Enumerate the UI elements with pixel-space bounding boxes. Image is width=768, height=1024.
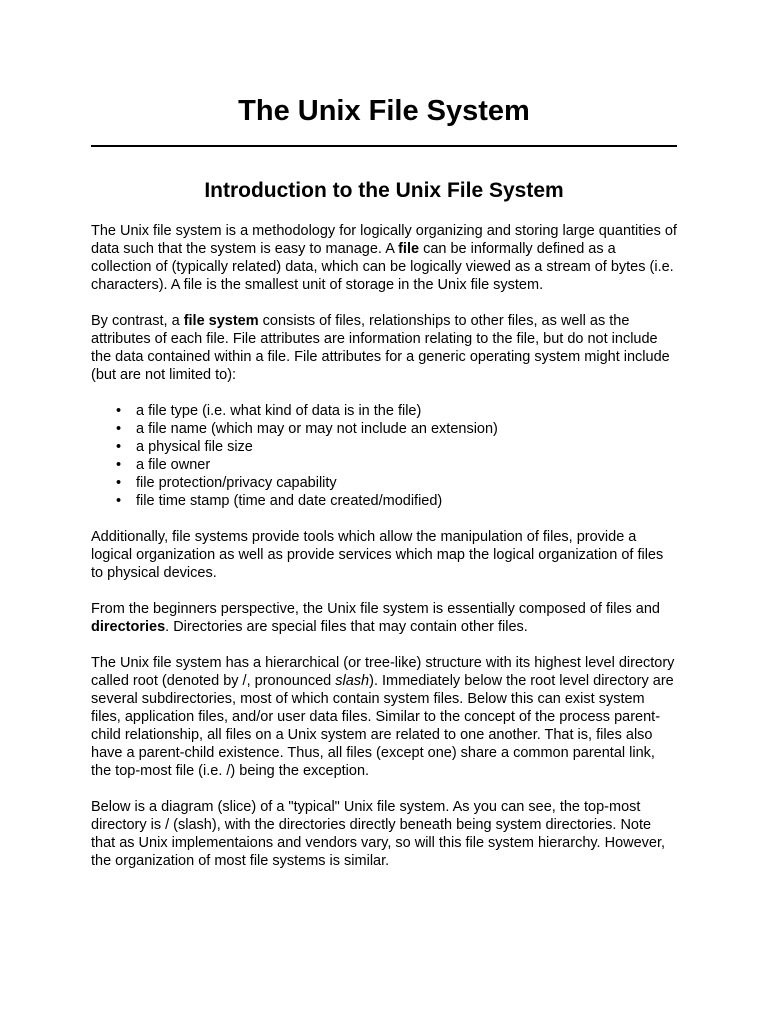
section-heading: Introduction to the Unix File System <box>204 179 564 202</box>
list-item: • a file owner <box>136 456 677 474</box>
list-item: • a file type (i.e. what kind of data is in the file) <box>136 402 677 420</box>
paragraph-tools: Additionally, file systems provide tools which allow the manipulation of files, provide a logical organization as well as provide services which map the logical organization of files to physical devices. <box>91 529 664 581</box>
paragraph-hierarchy-text-1: The Unix file system has a hierarchical (or tree-like) structure with its highest level directory called root (denoted by /, pronounced <box>91 655 675 689</box>
list-item: • file time stamp (time and date created/modified) <box>136 492 677 510</box>
list-item: • file protection/privacy capability <box>136 474 677 492</box>
paragraph-directories-text-1: From the beginners perspective, the Unix file system is essentially composed of files and <box>91 601 660 617</box>
paragraph-file-system <box>91 312 677 384</box>
paragraph-directories-text-2: . Directories are special files that may contain other files. <box>165 619 528 635</box>
term-directories: directories <box>91 619 166 635</box>
paragraph-file-system-text-2: consists of files, relationships to other files, as well as the attributes of each file. File attributes are information relating to the file, but do not include the data contained within a file. File attributes for a generic operating system might include (but are not limited to): <box>91 313 670 383</box>
paragraph-file-system-text-1: By contrast, a <box>91 313 184 329</box>
term-file: file <box>398 241 420 257</box>
title-divider <box>91 145 677 147</box>
paragraph-hierarchy <box>91 654 677 780</box>
paragraph-diagram-intro: Below is a diagram (slice) of a "typical" Unix file system. As you can see, the top-most directory is / (slash), with the directories directly beneath being system directories. Note that as Unix implementaions and vendors vary, so will this file system hierarchy. However, the organization of most file systems is similar. <box>91 799 666 869</box>
term-slash: slash <box>335 673 370 689</box>
file-attributes-list <box>91 402 677 510</box>
term-file-system: file system <box>183 313 259 329</box>
paragraph-directories <box>91 600 677 636</box>
paragraph-intro-text-2: can be informally defined as a collection of (typically related) data, which can be logically viewed as a stream of bytes (i.e. characters). A file is the smallest unit of storage in the Unix file system. <box>91 241 674 293</box>
list-item: • a physical file size <box>136 438 677 456</box>
list-item: • a file name (which may or may not include an extension) <box>136 420 677 438</box>
document-title: The Unix File System <box>238 95 530 127</box>
paragraph-intro-text-1: The Unix file system is a methodology for logically organizing and storing large quantities of data such that the system is easy to manage. A <box>91 223 677 257</box>
paragraph-intro <box>91 222 677 294</box>
paragraph-hierarchy-text-2: ). Immediately below the root level directory are several subdirectories, most of which contain system files. Below this can exist system files, application files, and/or user data files. Similar to the concept of the process parent-child relationship, all files on a Unix system are related to one another. That is, files also have a parent-child existence. Thus, all files (except one) share a common parental link, the top-most file (i.e. /) being the exception. <box>91 673 674 779</box>
